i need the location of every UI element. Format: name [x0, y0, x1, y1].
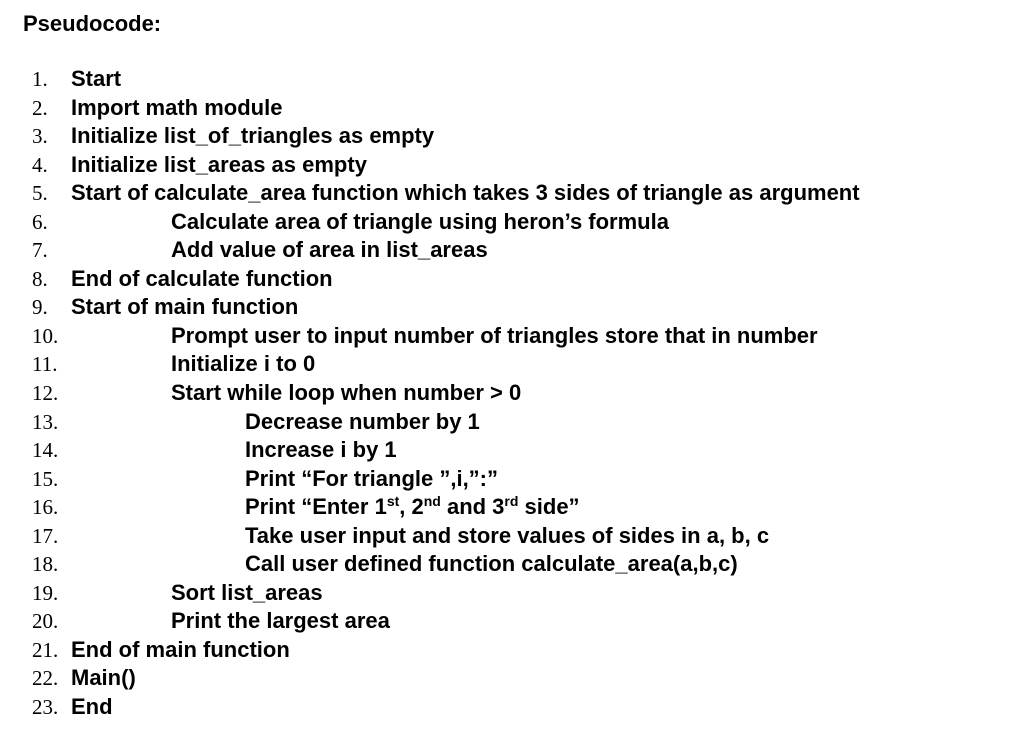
step-text: End of calculate function: [71, 265, 333, 291]
step-text: Call user defined function calculate_area(a,b,c): [245, 551, 738, 577]
step-number: 7.: [32, 238, 48, 263]
pseudocode-step: [0, 636, 1024, 665]
step-number: 11.: [32, 352, 58, 377]
pseudocode-step: [0, 550, 1024, 579]
pseudocode-step: [0, 208, 1024, 237]
pseudocode-step: [0, 379, 1024, 408]
step-text: Start while loop when number > 0: [171, 380, 522, 406]
step-number: 6.: [32, 209, 48, 234]
step-number: 5.: [32, 181, 48, 206]
pseudocode-steps-list: [0, 65, 1024, 722]
step-number: 15.: [32, 466, 59, 491]
pseudocode-step: [0, 122, 1024, 151]
step-text: Start: [71, 66, 122, 91]
step-text: Take user input and store values of sides in a, b, c: [245, 522, 770, 548]
step-number: 2.: [32, 95, 48, 120]
step-text: Decrease number by 1: [245, 408, 480, 434]
step-text-part: and 3: [440, 494, 505, 520]
step-text: Import math module: [71, 94, 283, 120]
step-number: 9.: [32, 295, 48, 320]
step-text: Print “For triangle ”,i,”:”: [245, 465, 499, 491]
pseudocode-step: [0, 522, 1024, 551]
step-number: 12.: [32, 381, 59, 406]
pseudocode-heading: Pseudocode:: [23, 11, 162, 36]
pseudocode-step: [0, 65, 1024, 94]
step-number: 18.: [32, 552, 59, 577]
ordinal-suffix: rd: [504, 493, 519, 510]
ordinal-suffix: st: [386, 493, 400, 510]
pseudocode-step: [0, 693, 1024, 722]
step-text: Sort list_areas: [171, 579, 323, 605]
step-text-part: Print “Enter 1: [245, 494, 387, 520]
pseudocode-step: [0, 293, 1024, 322]
step-number: 14.: [32, 438, 59, 463]
step-number: 1.: [32, 67, 48, 91]
step-number: 10.: [32, 323, 59, 348]
step-text: [245, 493, 580, 521]
step-text: Add value of area in list_areas: [171, 237, 488, 263]
step-number: 23.: [32, 695, 59, 720]
step-text: Prompt user to input number of triangles store that in number: [171, 322, 818, 348]
step-number: 17.: [32, 523, 59, 548]
step-text: Increase i by 1: [245, 437, 397, 463]
pseudocode-step: [0, 408, 1024, 437]
step-text-part: , 2: [399, 494, 424, 520]
step-text: Initialize list_areas as empty: [71, 151, 367, 177]
step-text: End of main function: [71, 636, 290, 662]
step-number: 22.: [32, 666, 59, 691]
step-text: Main(): [71, 665, 136, 691]
pseudocode-step: [0, 436, 1024, 465]
pseudocode-step: [0, 151, 1024, 180]
pseudocode-step: [0, 322, 1024, 351]
pseudocode-step: [0, 664, 1024, 693]
pseudocode-step: [0, 465, 1024, 494]
step-text: Initialize i to 0: [171, 351, 316, 377]
step-text: End: [71, 694, 113, 720]
step-number: 13.: [32, 409, 59, 434]
pseudocode-step: [0, 607, 1024, 636]
step-number: 16.: [32, 495, 59, 520]
pseudocode-step: [0, 94, 1024, 123]
step-text: Start of calculate_area function which takes 3 sides of triangle as argument: [71, 180, 860, 206]
step-text: Initialize list_of_triangles as empty: [71, 123, 435, 149]
step-text-part: side”: [518, 494, 580, 520]
step-number: 3.: [32, 124, 48, 149]
step-number: 21.: [32, 637, 59, 662]
step-text: Calculate area of triangle using heron’s formula: [171, 208, 669, 234]
pseudocode-step: [0, 579, 1024, 608]
step-number: 8.: [32, 266, 48, 291]
ordinal-suffix: nd: [423, 493, 441, 510]
step-number: 20.: [32, 609, 59, 634]
pseudocode-step: [0, 179, 1024, 208]
step-number: 19.: [32, 580, 59, 605]
step-number: 4.: [32, 152, 48, 177]
step-text: Print the largest area: [171, 608, 390, 634]
step-text: Start of main function: [71, 294, 299, 320]
pseudocode-step: [0, 493, 1024, 522]
pseudocode-step: [0, 350, 1024, 379]
pseudocode-step: [0, 265, 1024, 294]
pseudocode-step: [0, 236, 1024, 265]
